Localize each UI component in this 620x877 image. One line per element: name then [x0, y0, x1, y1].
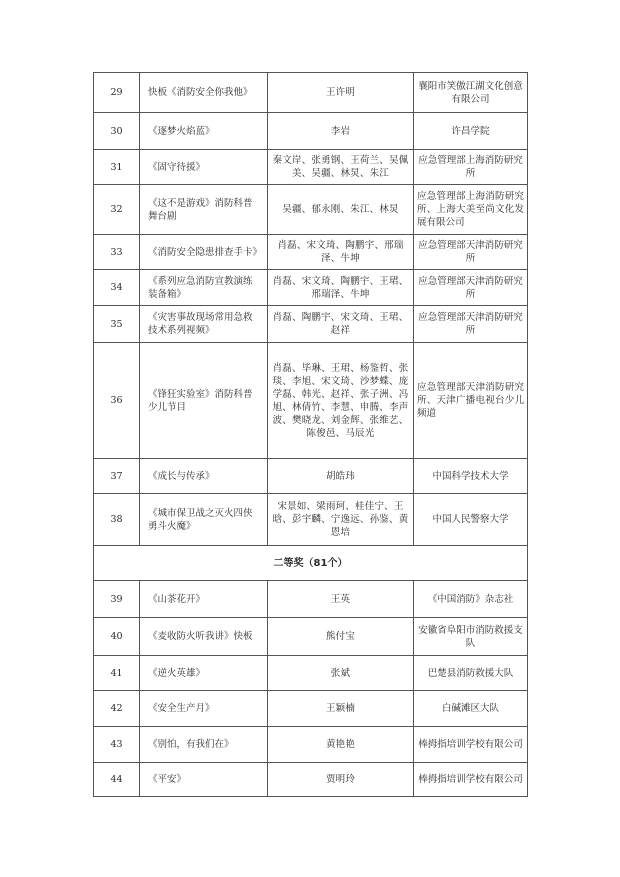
- entry-number: 41: [94, 656, 140, 691]
- entry-title: 《系列应急消防宣教演练装备箱》: [140, 270, 268, 306]
- entry-title: 《灾害事故现场常用急救技术系列视频》: [140, 306, 268, 343]
- table-row: [94, 185, 528, 235]
- entry-authors: 贾明玲: [268, 763, 414, 797]
- entry-title: 《别怕，有我们在》: [140, 727, 268, 763]
- section-header-row: [94, 546, 528, 581]
- table-row: [94, 343, 528, 459]
- table-row: [94, 618, 528, 656]
- table-row: [94, 494, 528, 546]
- entry-authors: 王颖楠: [268, 691, 414, 727]
- table-row: [94, 581, 528, 618]
- entry-unit: 棒拇指培训学校有限公司: [414, 727, 528, 763]
- entry-unit: 应急管理部天津消防研究所: [414, 270, 528, 306]
- entry-authors: 王英: [268, 581, 414, 618]
- table-row: [94, 306, 528, 343]
- section-heading: 二等奖（81个）: [94, 546, 528, 581]
- entry-number: 38: [94, 494, 140, 546]
- entry-unit: 白碱滩区大队: [414, 691, 528, 727]
- table-row: [94, 150, 528, 185]
- entry-unit: 应急管理部天津消防研究所、天津广播电视台少儿频道: [414, 343, 528, 459]
- entry-authors: 王许明: [268, 73, 414, 113]
- entry-authors: 张斌: [268, 656, 414, 691]
- entry-authors: 熊付宝: [268, 618, 414, 656]
- entry-unit: 《中国消防》杂志社: [414, 581, 528, 618]
- entry-unit: 棒拇指培训学校有限公司: [414, 763, 528, 797]
- entry-title: 《麦收防火听我讲》快板: [140, 618, 268, 656]
- entry-authors: 肖磊、毕琳、王珺、杨鉴哲、张琰、李旭、宋文琦、沙梦蝶、庞学磊、韩光、赵祥、张子洲、冯旭、林倩竹、李慧、申腾、李声波、樊晓龙、刘金辉、张维艺、陈俊邑、马辰光: [268, 343, 414, 459]
- entry-authors: 秦文岸、张勇钢、王荷兰、吴佩美、吴疆、林炅、朱江: [268, 150, 414, 185]
- entry-title: 《锋狂实验室》消防科普少儿节目: [140, 343, 268, 459]
- entry-unit: 应急管理部天津消防研究所: [414, 235, 528, 270]
- entry-number: 34: [94, 270, 140, 306]
- table-row: [94, 270, 528, 306]
- entry-authors: 肖磊、陶鹏宇、宋文琦、王珺、赵祥: [268, 306, 414, 343]
- entry-authors: 李岩: [268, 113, 414, 150]
- entry-title: 《固守待援》: [140, 150, 268, 185]
- table-row: [94, 235, 528, 270]
- entry-unit: 襄阳市笑傲江湖文化创意有限公司: [414, 73, 528, 113]
- entry-unit: 应急管理部天津消防研究所: [414, 306, 528, 343]
- entry-unit: 巴楚县消防救援大队: [414, 656, 528, 691]
- entry-authors: 黄艳艳: [268, 727, 414, 763]
- entry-authors: 肖磊、宋文琦、陶鹏宇、邢瑞泽、牛坤: [268, 235, 414, 270]
- award-table: [93, 72, 528, 797]
- entry-title: 《消防安全隐患排查手卡》: [140, 235, 268, 270]
- entry-number: 40: [94, 618, 140, 656]
- entry-title: 快板《消防安全你我他》: [140, 73, 268, 113]
- table-row: [94, 113, 528, 150]
- table-row: [94, 656, 528, 691]
- entry-unit: 应急管理部上海消防研究所、上海大美至尚文化发展有限公司: [414, 185, 528, 235]
- entry-number: 32: [94, 185, 140, 235]
- entry-unit: 许昌学院: [414, 113, 528, 150]
- entry-unit: 应急管理部上海消防研究所: [414, 150, 528, 185]
- table-row: [94, 459, 528, 494]
- entry-unit: 中国人民警察大学: [414, 494, 528, 546]
- entry-authors: 吴疆、郁永刚、朱江、林炅: [268, 185, 414, 235]
- entry-number: 35: [94, 306, 140, 343]
- entry-number: 43: [94, 727, 140, 763]
- table-row: [94, 73, 528, 113]
- entry-number: 30: [94, 113, 140, 150]
- entry-title: 《这不是游戏》消防科普舞台剧: [140, 185, 268, 235]
- entry-title: 《山茶花开》: [140, 581, 268, 618]
- entry-number: 37: [94, 459, 140, 494]
- entry-authors: 宋景如、梁雨珂、桂佳宁、王晗、彭宇麟、宁逸远、孙鉴、黄恩培: [268, 494, 414, 546]
- entry-title: 《平安》: [140, 763, 268, 797]
- table-row: [94, 727, 528, 763]
- table-row: [94, 691, 528, 727]
- entry-title: 《逆火英雄》: [140, 656, 268, 691]
- entry-number: 39: [94, 581, 140, 618]
- entry-number: 36: [94, 343, 140, 459]
- entry-number: 44: [94, 763, 140, 797]
- entry-number: 29: [94, 73, 140, 113]
- entry-title: 《安全生产月》: [140, 691, 268, 727]
- entry-title: 《逐梦火焰蓝》: [140, 113, 268, 150]
- entry-title: 《城市保卫战之灭火四侠勇斗火魔》: [140, 494, 268, 546]
- table-row: [94, 763, 528, 797]
- entry-number: 31: [94, 150, 140, 185]
- entry-number: 42: [94, 691, 140, 727]
- entry-authors: 肖磊、宋文琦、陶鹏宇、王珺、邢瑞泽、牛坤: [268, 270, 414, 306]
- entry-authors: 胡皓玮: [268, 459, 414, 494]
- entry-unit: 中国科学技术大学: [414, 459, 528, 494]
- entry-unit: 安徽省阜阳市消防救援支队: [414, 618, 528, 656]
- entry-number: 33: [94, 235, 140, 270]
- entry-title: 《成长与传承》: [140, 459, 268, 494]
